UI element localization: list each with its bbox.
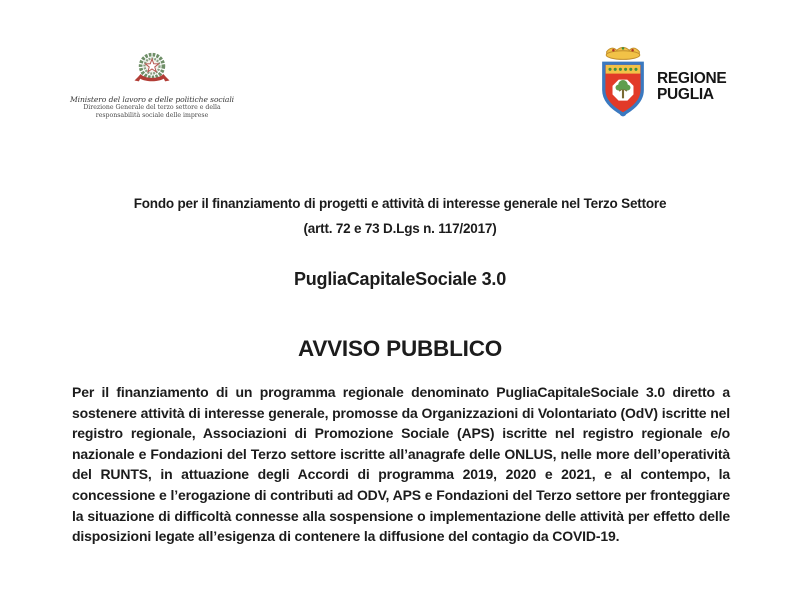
regione-puglia-crest-icon — [598, 44, 648, 119]
ministry-name: Ministero del lavoro e delle politiche sociali — [70, 95, 234, 104]
regione-puglia-wordmark-line1: REGIONE — [657, 70, 727, 87]
document-title — [0, 191, 800, 241]
regione-puglia-wordmark — [657, 71, 726, 102]
document-title-line1: Fondo per il finanziamento di progetti e attività di interesse generale nel Terzo Settore — [133, 196, 667, 211]
regione-puglia-wordmark-line2: PUGLIA — [657, 85, 714, 103]
ministry-department-line1: Direzione Generale del terzo settore e della — [83, 104, 221, 111]
italy-republic-emblem-icon — [131, 50, 173, 90]
ministry-logo-block — [70, 50, 234, 119]
regione-puglia-logo-block — [598, 44, 726, 119]
notice-heading: AVVISO PUBBLICO — [297, 336, 503, 361]
program-name: PugliaCapitaleSociale 3.0 — [293, 269, 507, 289]
ministry-department-line2: responsabilità sociale delle imprese — [95, 111, 209, 119]
document-title-line2: (artt. 72 e 73 D.Lgs n. 117/2017) — [303, 221, 497, 236]
notice-body-paragraph: Per il finanziamento di un programma regionale denominato PugliaCapitaleSociale 3.0 diretto a sostenere attività di interesse generale, promosse da Organizzazioni di Volontariato (OdV) iscritte nel registro regionale, Associazioni di Promozione Sociale (APS) iscritte nel registro regionale e/o nazionale e Fondazioni del Terzo settore iscritte all’anagrafe delle ONLUS, nelle more dell’operatività del RUNTS, in attuazione degli Accordi di programma 2019, 2020 e 2021, e al contempo, la concessione e l’erogazione di contributi ad ODV, APS e Fondazioni del Terzo settore per fronteggiare la situazione di difficoltà connesse alla sospensione o implementazione delle attività per effetto delle disposizioni legate all’esigenza di contenere la diffusione del contagio da COVID-19. — [72, 384, 730, 545]
